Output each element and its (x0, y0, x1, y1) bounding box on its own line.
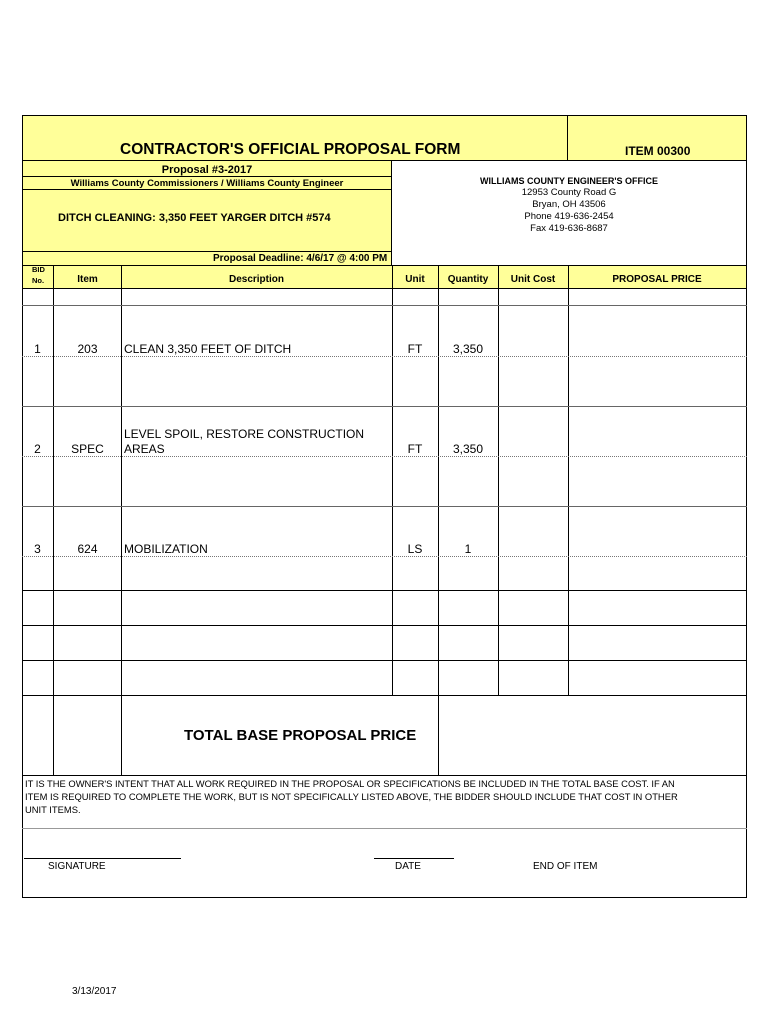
col-bid-no-2: No. (32, 276, 45, 285)
end-of-item-label: END OF ITEM (533, 861, 598, 872)
office-name: WILLIAMS COUNTY ENGINEER'S OFFICE (480, 176, 658, 186)
notice-line2: ITEM IS REQUIRED TO COMPLETE THE WORK, BUT IS NOT SPECIFICALLY LISTED ABOVE, THE BIDDER SHOULD INCLUDE THAT COST IN OTHER (25, 791, 678, 802)
col-description: Description (228, 274, 284, 285)
date-label: DATE (395, 861, 421, 872)
row2-bid-no: 2 (34, 442, 41, 456)
signature-label: SIGNATURE (48, 861, 106, 872)
row3-quantity: 1 (464, 542, 472, 556)
row3-unit: LS (407, 542, 423, 556)
proposal-number: Proposal #3-2017 (161, 164, 253, 176)
office-phone: Phone 419-636-2454 (524, 211, 614, 222)
row1-unit: FT (407, 342, 423, 356)
proposal-deadline: Proposal Deadline: 4/6/17 @ 4:00 PM (213, 253, 388, 264)
row2-description-line2: AREAS (124, 442, 165, 456)
col-quantity: Quantity (447, 274, 489, 285)
office-fax: Fax 419-636-8687 (530, 223, 608, 234)
row3-bid-no: 3 (34, 542, 41, 556)
col-bid-no-1: BID (32, 265, 45, 274)
row1-item: 203 (77, 342, 98, 356)
row3-proposal-price-field[interactable] (569, 507, 746, 556)
row1-description: CLEAN 3,350 FEET OF DITCH (124, 342, 292, 356)
total-label: TOTAL BASE PROPOSAL PRICE (184, 727, 417, 744)
date-line[interactable] (374, 848, 454, 859)
print-date: 3/13/2017 (72, 986, 117, 997)
office-address1: 12953 County Road G (521, 187, 617, 198)
row1-unit-cost-field[interactable] (499, 306, 568, 356)
project-title: DITCH CLEANING: 3,350 FEET YARGER DITCH #574 (58, 212, 331, 224)
row2-item: SPEC (71, 442, 104, 456)
row2-unit: FT (407, 442, 423, 456)
row1-bid-no: 1 (34, 342, 41, 356)
row1-quantity: 3,350 (452, 342, 484, 356)
row3-item: 624 (77, 542, 98, 556)
agency-line: Williams County Commissioners / Williams County Engineer (70, 178, 344, 189)
row1-proposal-price-field[interactable] (569, 306, 746, 356)
item-code: ITEM 00300 (625, 144, 691, 158)
total-price-field[interactable] (439, 696, 746, 775)
signature-line[interactable] (24, 848, 181, 859)
row2-quantity: 3,350 (452, 442, 484, 456)
col-proposal-price: PROPOSAL PRICE (612, 274, 702, 285)
notice-line3: UNIT ITEMS. (25, 804, 81, 815)
row3-description: MOBILIZATION (124, 542, 208, 556)
form-title: CONTRACTOR'S OFFICIAL PROPOSAL FORM (120, 141, 461, 158)
row2-unit-cost-field[interactable] (499, 407, 568, 456)
row3-unit-cost-field[interactable] (499, 507, 568, 556)
office-address2: Bryan, OH 43506 (532, 199, 606, 210)
col-item: Item (77, 274, 98, 285)
col-unit-cost: Unit Cost (510, 274, 556, 285)
row2-proposal-price-field[interactable] (569, 407, 746, 456)
notice-line1: IT IS THE OWNER'S INTENT THAT ALL WORK REQUIRED IN THE PROPOSAL OR SPECIFICATIONS BE INCLUDED IN THE TOTAL BASE COST. IF AN (25, 778, 675, 789)
col-unit: Unit (405, 274, 425, 285)
row2-description-line1: LEVEL SPOIL, RESTORE CONSTRUCTION (124, 427, 365, 441)
